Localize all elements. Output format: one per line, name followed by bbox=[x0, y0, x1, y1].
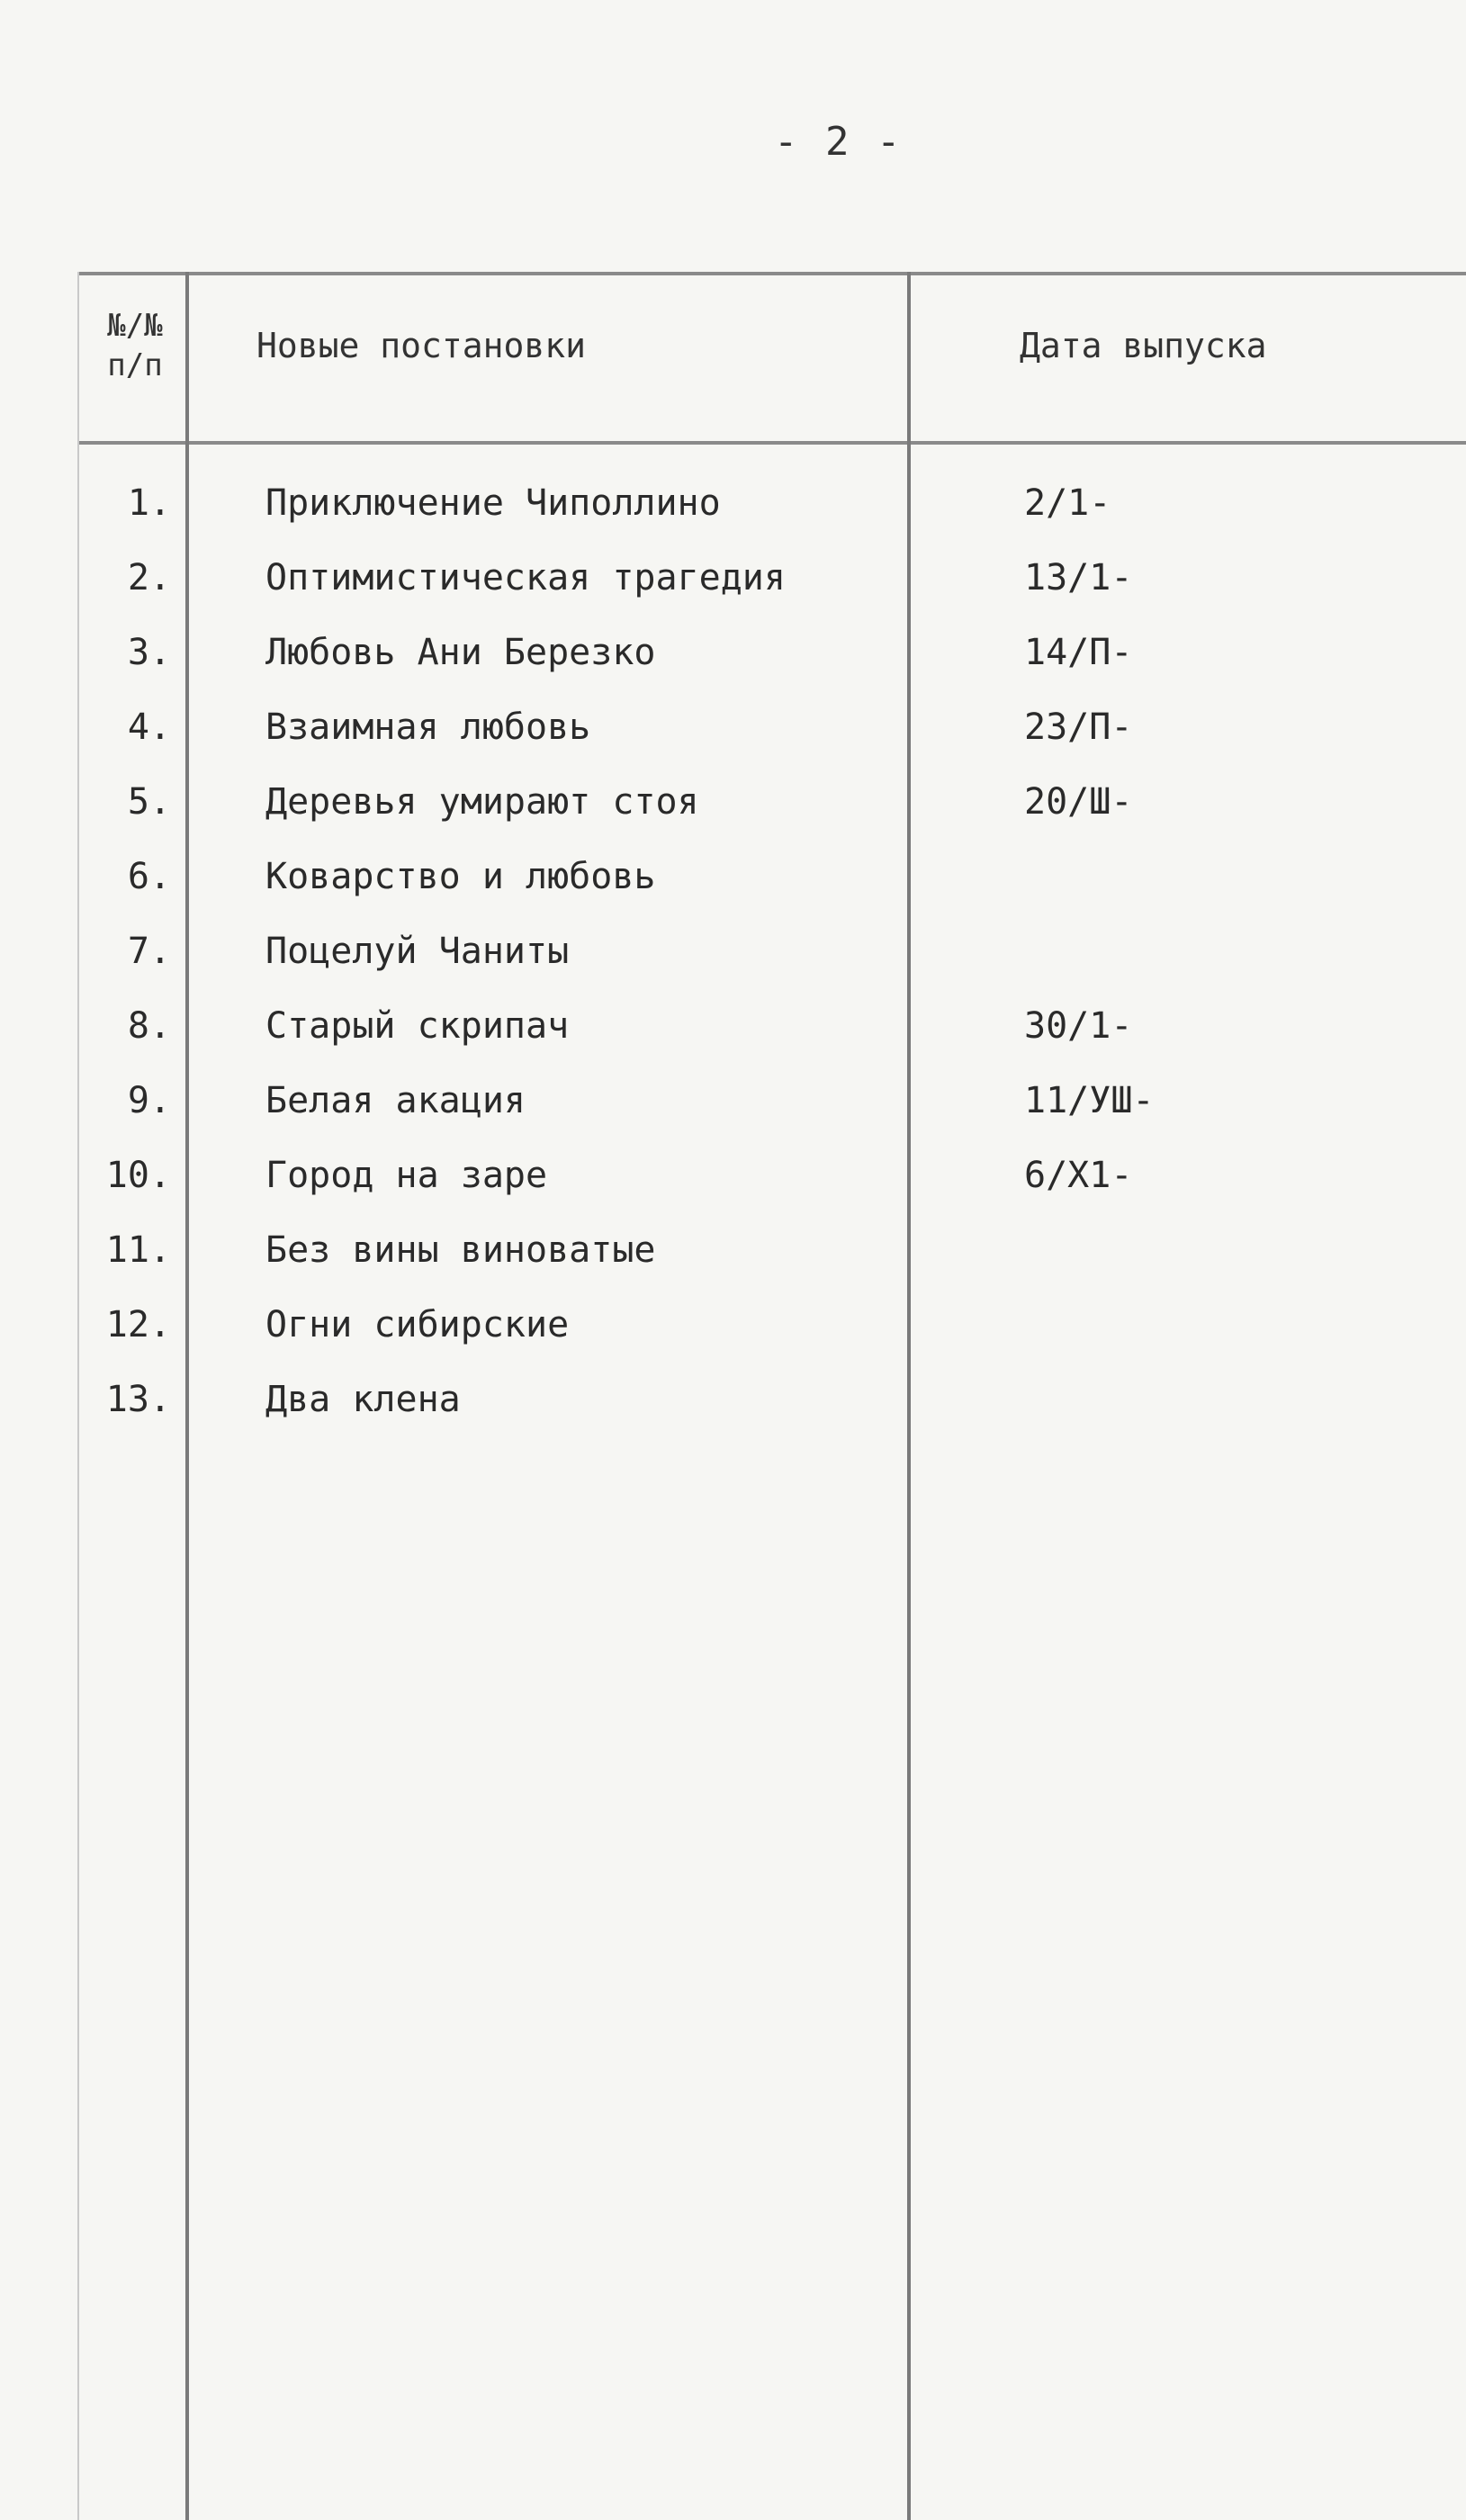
production-title: Взаимная любовь bbox=[265, 706, 591, 748]
production-title: Оптимистическая трагедия bbox=[265, 557, 786, 598]
table-row bbox=[0, 989, 1466, 1064]
table-row bbox=[0, 1138, 1466, 1213]
table-row bbox=[0, 541, 1466, 616]
table-row bbox=[0, 466, 1466, 541]
table-row bbox=[0, 616, 1466, 690]
row-number: 8. bbox=[127, 1005, 171, 1047]
production-title: Коварство и любовь bbox=[265, 856, 656, 897]
production-title: Деревья умирают стоя bbox=[265, 781, 699, 823]
table-row bbox=[0, 1363, 1466, 1437]
row-number: 4. bbox=[127, 706, 171, 748]
row-number: 2. bbox=[127, 557, 171, 598]
release-date: 20/Ш- bbox=[1024, 781, 1133, 823]
production-title: Город на заре bbox=[265, 1155, 548, 1196]
header-number: №/№ п/п bbox=[107, 308, 163, 383]
production-title: Два клена bbox=[265, 1379, 461, 1420]
table-header-divider bbox=[79, 441, 1466, 445]
row-number: 5. bbox=[127, 781, 171, 823]
row-number: 10. bbox=[105, 1155, 171, 1196]
table-row bbox=[0, 1213, 1466, 1288]
release-date: 11/УШ- bbox=[1024, 1080, 1155, 1121]
production-title: Без вины виноватые bbox=[265, 1229, 656, 1271]
table-row bbox=[0, 840, 1466, 914]
production-title: Приключение Чиполлино bbox=[265, 482, 721, 524]
release-date: 30/1- bbox=[1024, 1005, 1133, 1047]
row-number: 11. bbox=[105, 1229, 171, 1271]
row-number: 7. bbox=[127, 931, 171, 972]
table-row bbox=[0, 1288, 1466, 1363]
header-date: Дата выпуска bbox=[1020, 326, 1267, 365]
release-date: 13/1- bbox=[1024, 557, 1133, 598]
row-number: 1. bbox=[127, 482, 171, 524]
production-title: Поцелуй Чаниты bbox=[265, 931, 570, 972]
table-top-border bbox=[79, 272, 1466, 275]
row-number: 13. bbox=[105, 1379, 171, 1420]
production-title: Старый скрипач bbox=[265, 1005, 570, 1047]
row-number: 9. bbox=[127, 1080, 171, 1121]
table-row bbox=[0, 1064, 1466, 1138]
release-date: 2/1- bbox=[1024, 482, 1111, 524]
page-number: - 2 - bbox=[774, 119, 903, 165]
release-date: 14/П- bbox=[1024, 632, 1133, 673]
table-row bbox=[0, 690, 1466, 765]
production-title: Любовь Ани Березко bbox=[265, 632, 656, 673]
row-number: 6. bbox=[127, 856, 171, 897]
production-title: Огни сибирские bbox=[265, 1304, 570, 1346]
production-title: Белая акация bbox=[265, 1080, 526, 1121]
table-row bbox=[0, 765, 1466, 840]
table-row bbox=[0, 914, 1466, 989]
release-date: 6/Х1- bbox=[1024, 1155, 1133, 1196]
row-number: 12. bbox=[105, 1304, 171, 1346]
header-title: Новые постановки bbox=[256, 326, 587, 365]
release-date: 23/П- bbox=[1024, 706, 1133, 748]
row-number: 3. bbox=[127, 632, 171, 673]
table-body bbox=[0, 466, 1466, 1437]
